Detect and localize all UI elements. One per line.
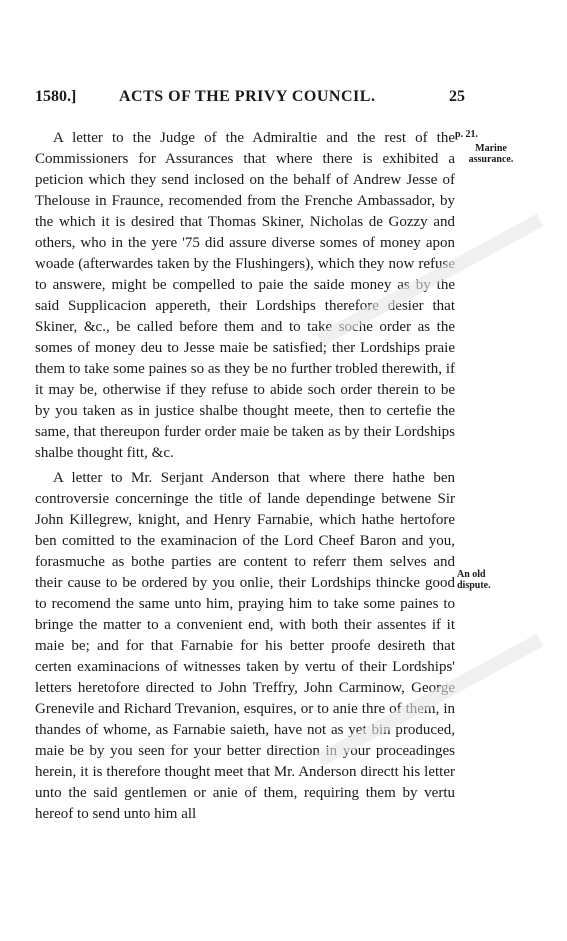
header-year: 1580.] <box>35 88 77 105</box>
header-title: ACTS OF THE PRIVY COUNCIL. <box>119 88 376 105</box>
page-number: 25 <box>449 88 465 105</box>
margin-note-marine-assurance: Marine assurance. <box>468 143 514 165</box>
paragraph-marine-assurance: A letter to the Judge of the Admiraltie and the rest of the Commissioners for Assurances that where there is exhibited a peticion which they send inclosed on the behalf of Andrew Jesse of Thelouse in Fraunce, recomended from the Frenche Ambassador, by the which it is desired that Thomas Skiner, Nicholas de Gozzy and others, who in the yere '75 did assure diverse somes of money apon woade (afterwardes taken by the Flushingers), which they now refuse to answere, might be compelled to paie the saide money as by the said Supplicacion appereth, their Lordships therefore desier that Skiner, &c., be called before them and to take soche order as the somes of money deu to Jesse maie be satisfied; ther Lordships praie them to take some paines so as they be no further trobled therewith, if it may be, otherwise if they refuse to abide soch order therein to be by you taken as in justice shalbe thought meete, then to certefie the same, that thereupon furder order maie be taken as by their Lordships shalbe thought fitt, &c. <box>35 130 455 461</box>
margin-note-page-ref: p. 21. <box>455 129 479 140</box>
paragraph-old-dispute: A letter to Mr. Serjant Anderson that where there hathe ben controversie concerninge the title of lande dependinge betwene Sir John Killegrew, knight, and Henry Farnabie, which hathe hertofore ben comitted to the examinacion of the Lord Cheef Baron and you, forasmuche as bothe parties are content to referr them selves and their cause to be ordered by you onlie, their Lordships thincke good to recomend the same unto him, praying him to take some paines to bringe the matter to a convenient end, with both their assentes if it maie be; and for that Farnabie for his better proofe desireth that certen examinacions of witnesses taken by vertu of their Lordships' letters heretofore directed to John Treffry, John Carminow, George Grenevile and Richard Trevanion, esquires, or to anie thre of them, in thandes of whome, as Farnabie saieth, have not as yet bin produced, maie be by you seen for your better direction in your proceadinges herein, it is therefore thought meet that Mr. Anderson directt his letter unto the said gentlemen or anie of them, requiring them by vertu hereof to send unto him all <box>35 470 455 822</box>
margin-note-old-dispute: An old dispute. <box>457 569 491 591</box>
page-body <box>35 128 455 825</box>
running-header <box>35 88 465 112</box>
